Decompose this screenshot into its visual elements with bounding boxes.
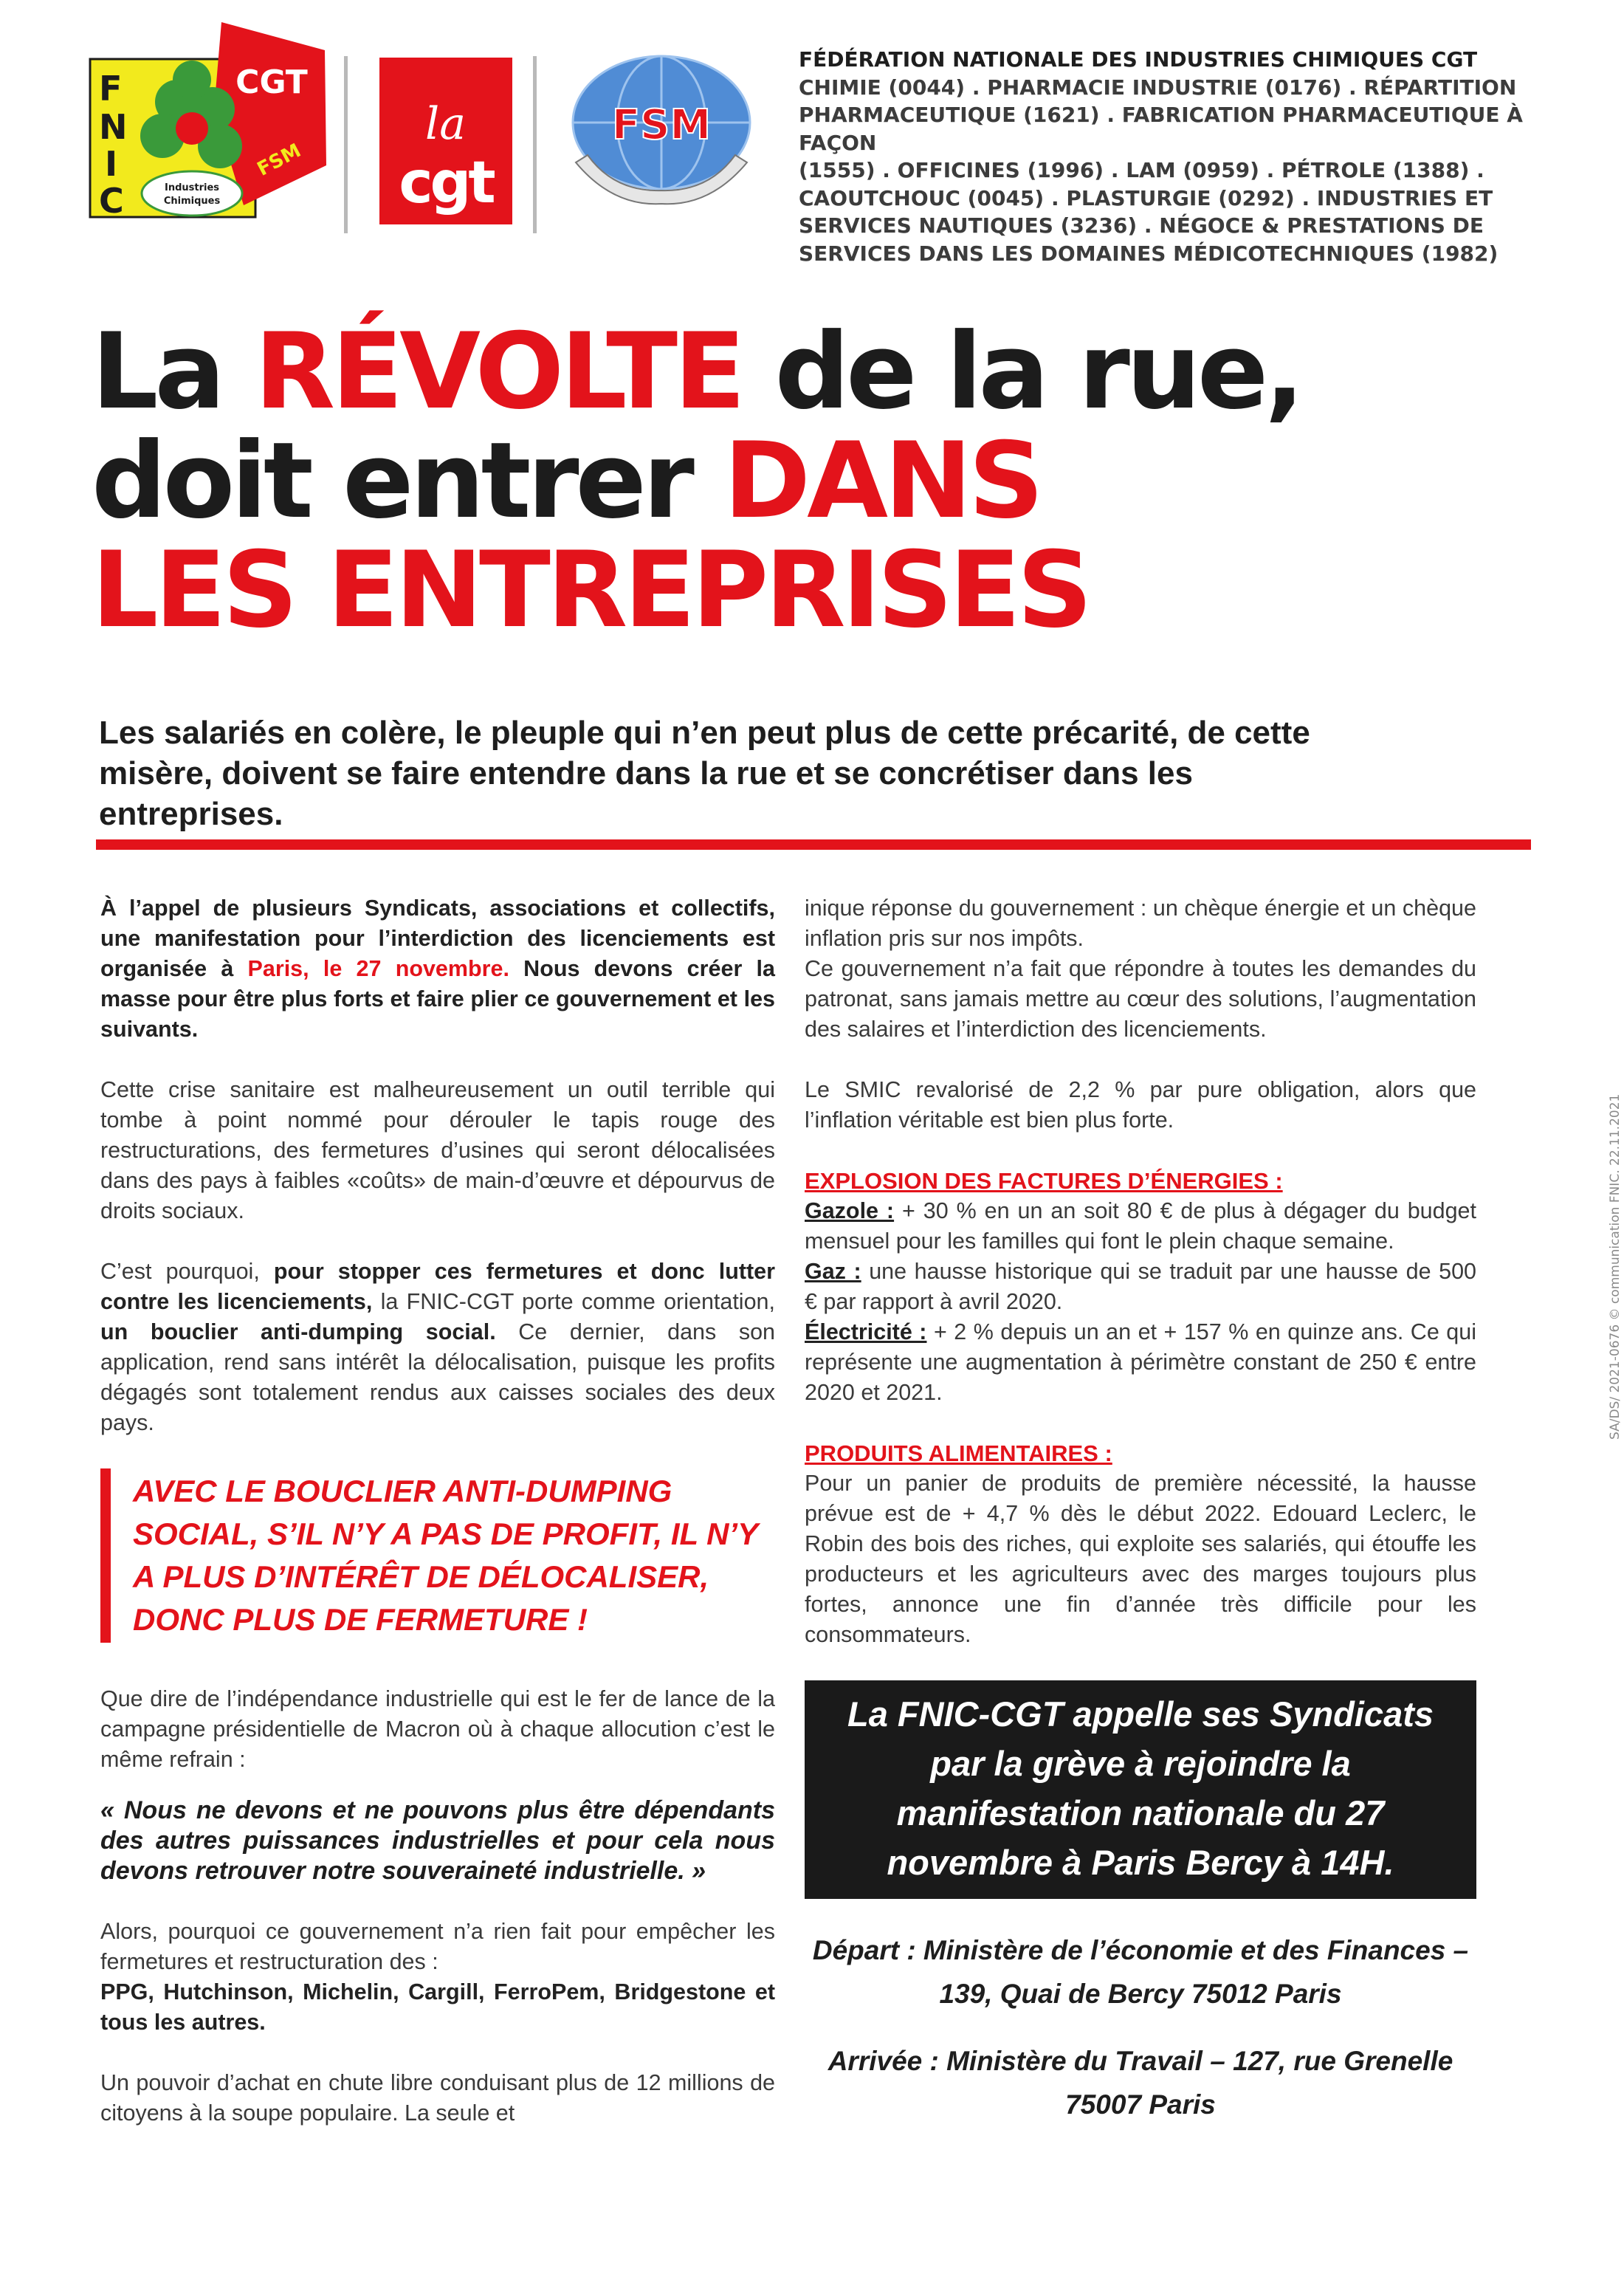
cgt-word-text: cgt xyxy=(399,150,493,216)
food-section-title: PRODUITS ALIMENTAIRES : xyxy=(805,1440,1112,1466)
divider xyxy=(96,839,1531,850)
intro-paragraph: À l’appel de plusieurs Syndicats, associations et collectifs, une manifestation pour l’interdiction des licenciements est organisée à Paris, le 27 novembre. Nous devons créer la masse pour être plus forts et faire plier ce gouvernement et les suivants. xyxy=(100,896,775,1042)
headline-highlight: DANS xyxy=(723,420,1041,542)
lead-paragraph: Les salariés en colère, le pleuple qui n’en peut plus de cette précarité, de cette misère, doivent se faire entendre dans la rue et se concrétiser dans les entreprises. xyxy=(99,715,1310,832)
paragraph: Alors, pourquoi ce gouvernement n’a rien fait pour empêcher les fermetures et restructuration des : xyxy=(100,1919,775,1974)
left-column xyxy=(100,893,775,2129)
federation-line: (1555) . OFFICINES (1996) . LAM (0959) . PÉTROLE (1388) . xyxy=(799,158,1484,182)
federation-line: CHIMIE (0044) . PHARMACIE INDUSTRIE (0176) . RÉPARTITION xyxy=(799,75,1517,100)
route-arrival: Arrivée : Ministère du Travail – 127, rue Grenelle 75007 Paris xyxy=(828,2046,1453,2120)
route-info xyxy=(805,1928,1476,2126)
fnic-sub-line-1: Industries xyxy=(164,182,220,193)
paragraph: Que dire de l’indépendance industrielle qui est le fer de lance de la campagne présidentielle de Macron où à chaque allocution c’est le même refrain : xyxy=(100,1686,775,1772)
energy-section-title: EXPLOSION DES FACTURES D’ÉNERGIES : xyxy=(805,1168,1283,1194)
fnic-letter-i: I xyxy=(105,144,118,184)
headline-text: de la rue, xyxy=(742,311,1301,433)
paragraph: Pour un panier de produits de première nécessité, la hausse prévue est de + 4,7 % dès le début 2022. Edouard Leclerc, le Robin des bois des riches, qui exploite ses salariés, qui étouffe les producteurs et les agriculteurs avec des marges toujours plus fortes, annonce une fin d’année très difficile pour les consommateurs. xyxy=(805,1471,1476,1647)
federation-line: SERVICES DANS LES DOMAINES MÉDICOTECHNIQUES (1982) xyxy=(799,241,1499,266)
fnic-letter-n: N xyxy=(99,107,128,147)
right-column xyxy=(805,893,1476,2150)
paragraph: Cette crise sanitaire est malheureusement un outil terrible qui tombe à point nommé pour dérouler le tapis rouge des restructurations, des fermetures d’usines qui seront délocalisées dans des pays à faibles «coûts» de main-d’œuvre et dépourvus de droits sociaux. xyxy=(100,1077,775,1223)
anti-dumping-callout: AVEC LE BOUCLIER ANTI-DUMPING SOCIAL, S’IL N’Y A PAS DE PROFIT, IL N’Y A PLUS D’INTÉRÊT DE DÉLOCALISER, DONC PLUS DE FERMETURE ! xyxy=(100,1468,775,1643)
federation-line: CAOUTCHOUC (0045) . PLASTURGIE (0292) . INDUSTRIES ET xyxy=(799,185,1493,210)
federation-title: FÉDÉRATION NATIONALE DES INDUSTRIES CHIMIQUES CGT xyxy=(799,47,1478,72)
cgt-la-text: la xyxy=(425,98,466,150)
company-list: PPG, Hutchinson, Michelin, Cargill, FerroPem, Bridgestone et tous les autres. xyxy=(100,1979,775,2035)
headline-text: doit entrer xyxy=(92,420,724,542)
la-cgt-logo xyxy=(379,58,512,224)
gaz-item: Gaz : une hausse historique qui se traduit par une hausse de 500 € par rapport à avril 2020. xyxy=(805,1259,1477,1314)
fnic-cgt-fsm-logo xyxy=(89,21,329,227)
route-departure: Départ : Ministère de l’économie et des Finances – 139, Quai de Bercy 75012 Paris xyxy=(812,1935,1469,2009)
paragraph: Le SMIC revalorisé de 2,2 % par pure obligation, alors que l’inflation véritable est bien plus forte. xyxy=(805,1077,1476,1133)
page-title xyxy=(92,311,1538,651)
side-reference xyxy=(1592,1026,1623,1440)
fnic-letter-f: F xyxy=(99,69,123,109)
macron-quote: « Nous ne devons et ne pouvons plus être dépendants des autres puissances industrielles et pour cela nous devons retrouver notre souveraineté industrielle. » xyxy=(100,1796,775,1885)
electricite-item: Électricité : + 2 % depuis un an et + 157 % en quinze ans. Ce qui représente une augmentation à périmètre constant de 250 € entre 2020 et 2021. xyxy=(805,1319,1476,1405)
gazole-item: Gazole : + 30 % en un an soit 80 € de plus à dégager du budget mensuel pour les familles qui font le plein chaque semaine. xyxy=(805,1198,1476,1254)
side-reference-text: SA/DS/ 2021-0676 © communication FNIC. 22.11.2021 xyxy=(1608,1093,1623,1440)
fnic-letter-c: C xyxy=(99,181,124,221)
headline-highlight: RÉVOLTE xyxy=(254,311,743,433)
fsm-word-text: FSM xyxy=(611,101,712,149)
federation-block xyxy=(799,46,1581,267)
fnic-cgt-text: CGT xyxy=(235,63,308,101)
strike-call-box: La FNIC-CGT appelle ses Syndicats par la grève à rejoindre la manifestation nationale du 27 novembre à Paris Bercy à 14H. xyxy=(805,1680,1476,1899)
event-place-date: Paris, le 27 novembre. xyxy=(247,956,509,981)
headline-text: La xyxy=(92,311,255,433)
fnic-fsm-text: FSM xyxy=(253,140,305,181)
paragraph: Un pouvoir d’achat en chute libre conduisant plus de 12 millions de citoyens à la soupe populaire. La seule et xyxy=(100,2070,775,2126)
paragraph: C’est pourquoi, pour stopper ces fermetures et donc lutter contre les licenciements, la FNIC-CGT porte comme orientation, un bouclier anti-dumping social. Ce dernier, dans son application, rend sans intérêt la délocalisation, puisque les profits dégagés sont totalement rendus aux caisses sociales des deux pays. xyxy=(100,1259,776,1435)
headline-highlight: LES ENTREPRISES xyxy=(92,529,1090,651)
federation-line: SERVICES NAUTIQUES (3236) . NÉGOCE & PRESTATIONS DE xyxy=(799,213,1484,238)
fnic-sub-line-2: Chimiques xyxy=(163,196,221,207)
logo-divider xyxy=(344,56,348,233)
logo-divider xyxy=(533,56,537,233)
paragraph: inique réponse du gouvernement : un chèque énergie et un chèque inflation pris sur nos impôts. xyxy=(805,896,1476,951)
paragraph: Ce gouvernement n’a fait que répondre à toutes les demandes du patronat, sans jamais mettre au cœur des solutions, l’augmentation des salaires et l’interdiction des licenciements. xyxy=(805,956,1476,1042)
federation-line: PHARMACEUTIQUE (1621) . FABRICATION PHARMACEUTIQUE À FAÇON xyxy=(799,103,1523,155)
fsm-logo xyxy=(561,52,762,208)
